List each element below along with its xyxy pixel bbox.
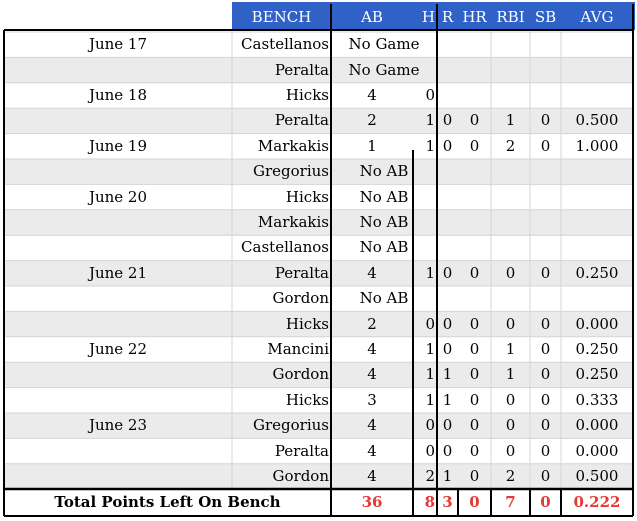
- cell-player: Hicks: [285, 85, 329, 104]
- cell-player: Hicks: [285, 390, 329, 409]
- cell-player: Peralta: [274, 111, 329, 130]
- cell-home-runs: 0: [469, 263, 480, 282]
- cell-runs: 0: [442, 314, 453, 333]
- cell-home-runs: 0: [469, 365, 480, 384]
- cell-stolen-bases: 0: [540, 136, 551, 155]
- cell-at-bats: 2: [367, 111, 377, 130]
- cell-runs: 1: [442, 466, 453, 485]
- cell-player: Gordon: [272, 466, 329, 485]
- cell-stolen-bases: 0: [540, 111, 551, 130]
- header-r: R: [441, 7, 454, 26]
- cell-rbi: 0: [505, 263, 516, 282]
- header-ab: AB: [361, 7, 383, 26]
- header-sb: SB: [534, 7, 557, 26]
- cell-at-bats: 1: [367, 136, 377, 155]
- cell-at-bats: No AB: [359, 187, 409, 206]
- cell-batting-average: 0.333: [575, 390, 619, 409]
- cell-player: Peralta: [274, 263, 329, 282]
- cell-at-bats: No AB: [359, 238, 409, 257]
- cell-home-runs: 0: [469, 416, 480, 435]
- cell-home-runs: 0: [469, 339, 480, 358]
- cell-home-runs: 0: [469, 136, 480, 155]
- cell-date: June 17: [88, 35, 148, 54]
- cell-hits: 1: [425, 390, 435, 409]
- cell-home-runs: 0: [469, 441, 480, 460]
- total-at-bats: 36: [361, 493, 383, 511]
- cell-at-bats: 4: [367, 263, 377, 282]
- cell-date: June 18: [88, 85, 148, 104]
- cell-hits: 1: [425, 263, 435, 282]
- cell-stolen-bases: 0: [540, 416, 551, 435]
- cell-rbi: 2: [505, 466, 516, 485]
- header-rbi: RBI: [496, 7, 525, 26]
- cell-at-bats: No AB: [359, 162, 409, 181]
- cell-date: June 23: [88, 416, 148, 435]
- cell-batting-average: 0.250: [575, 263, 619, 282]
- cell-hits: 0: [425, 314, 435, 333]
- cell-runs: 0: [442, 136, 453, 155]
- total-label: Total Points Left On Bench: [54, 493, 281, 511]
- cell-runs: 0: [442, 441, 453, 460]
- cell-runs: 1: [442, 390, 453, 409]
- cell-stolen-bases: 0: [540, 263, 551, 282]
- cell-runs: 0: [442, 416, 453, 435]
- total-runs: 3: [442, 493, 453, 511]
- cell-hits: 1: [425, 111, 435, 130]
- cell-rbi: 0: [505, 441, 516, 460]
- cell-rbi: 1: [505, 339, 516, 358]
- cell-batting-average: 1.000: [575, 136, 619, 155]
- cell-rbi: 0: [505, 416, 516, 435]
- cell-date: June 22: [88, 339, 148, 358]
- cell-hits: 0: [425, 85, 435, 104]
- cell-hits: 0: [425, 441, 435, 460]
- cell-date: June 19: [88, 136, 148, 155]
- cell-home-runs: 0: [469, 466, 480, 485]
- header-bench: BENCH: [251, 7, 312, 26]
- header-avg: AVG: [580, 7, 614, 26]
- total-home-runs: 0: [469, 493, 480, 511]
- cell-batting-average: 0.000: [575, 441, 619, 460]
- cell-player: Gordon: [272, 365, 329, 384]
- cell-date: June 20: [88, 187, 148, 206]
- cell-at-bats: 2: [367, 314, 377, 333]
- cell-batting-average: 0.000: [575, 314, 619, 333]
- cell-batting-average: 0.000: [575, 416, 619, 435]
- cell-player: Peralta: [274, 60, 329, 79]
- cell-at-bats: 3: [367, 390, 377, 409]
- cell-home-runs: 0: [469, 314, 480, 333]
- cell-at-bats: 4: [367, 365, 377, 384]
- cell-at-bats: No AB: [359, 289, 409, 308]
- cell-player: Markakis: [257, 212, 329, 231]
- cell-stolen-bases: 0: [540, 441, 551, 460]
- cell-batting-average: 0.500: [575, 466, 619, 485]
- cell-at-bats: No Game: [348, 60, 420, 79]
- cell-at-bats: No Game: [348, 35, 420, 54]
- cell-stolen-bases: 0: [540, 390, 551, 409]
- cell-at-bats: 4: [367, 466, 377, 485]
- cell-hits: 1: [425, 365, 435, 384]
- cell-stolen-bases: 0: [540, 314, 551, 333]
- cell-player: Gordon: [272, 289, 329, 308]
- cell-rbi: 2: [505, 136, 516, 155]
- cell-runs: 0: [442, 339, 453, 358]
- cell-at-bats: 4: [367, 441, 377, 460]
- cell-home-runs: 0: [469, 111, 480, 130]
- cell-rbi: 0: [505, 314, 516, 333]
- cell-home-runs: 0: [469, 390, 480, 409]
- cell-rbi: 0: [505, 390, 516, 409]
- cell-date: June 21: [88, 263, 148, 282]
- cell-at-bats: No AB: [359, 212, 409, 231]
- cell-rbi: 1: [505, 365, 516, 384]
- cell-player: Mancini: [267, 339, 329, 358]
- cell-rbi: 1: [505, 111, 516, 130]
- total-stolen-bases: 0: [540, 493, 551, 511]
- cell-runs: 1: [442, 365, 453, 384]
- header-h: H: [421, 7, 435, 26]
- total-hits: 8: [424, 493, 435, 511]
- cell-hits: 0: [425, 416, 435, 435]
- total-rbi: 7: [505, 493, 516, 511]
- cell-hits: 1: [425, 339, 435, 358]
- cell-stolen-bases: 0: [540, 466, 551, 485]
- cell-at-bats: 4: [367, 416, 377, 435]
- cell-player: Hicks: [285, 187, 329, 206]
- cell-stolen-bases: 0: [540, 339, 551, 358]
- cell-player: Peralta: [274, 441, 329, 460]
- cell-batting-average: 0.500: [575, 111, 619, 130]
- cell-at-bats: 4: [367, 85, 377, 104]
- cell-runs: 0: [442, 263, 453, 282]
- cell-batting-average: 0.250: [575, 365, 619, 384]
- cell-player: Castellanos: [241, 35, 329, 54]
- cell-hits: 2: [425, 466, 435, 485]
- cell-batting-average: 0.250: [575, 339, 619, 358]
- cell-stolen-bases: 0: [540, 365, 551, 384]
- cell-player: Hicks: [285, 314, 329, 333]
- cell-player: Castellanos: [241, 238, 329, 257]
- total-batting-average: 0.222: [573, 493, 621, 511]
- cell-hits: 1: [425, 136, 435, 155]
- cell-player: Markakis: [257, 136, 329, 155]
- cell-player: Gregorius: [253, 162, 329, 181]
- cell-at-bats: 4: [367, 339, 377, 358]
- cell-runs: 0: [442, 111, 453, 130]
- header-hr: HR: [462, 7, 487, 26]
- cell-player: Gregorius: [253, 416, 329, 435]
